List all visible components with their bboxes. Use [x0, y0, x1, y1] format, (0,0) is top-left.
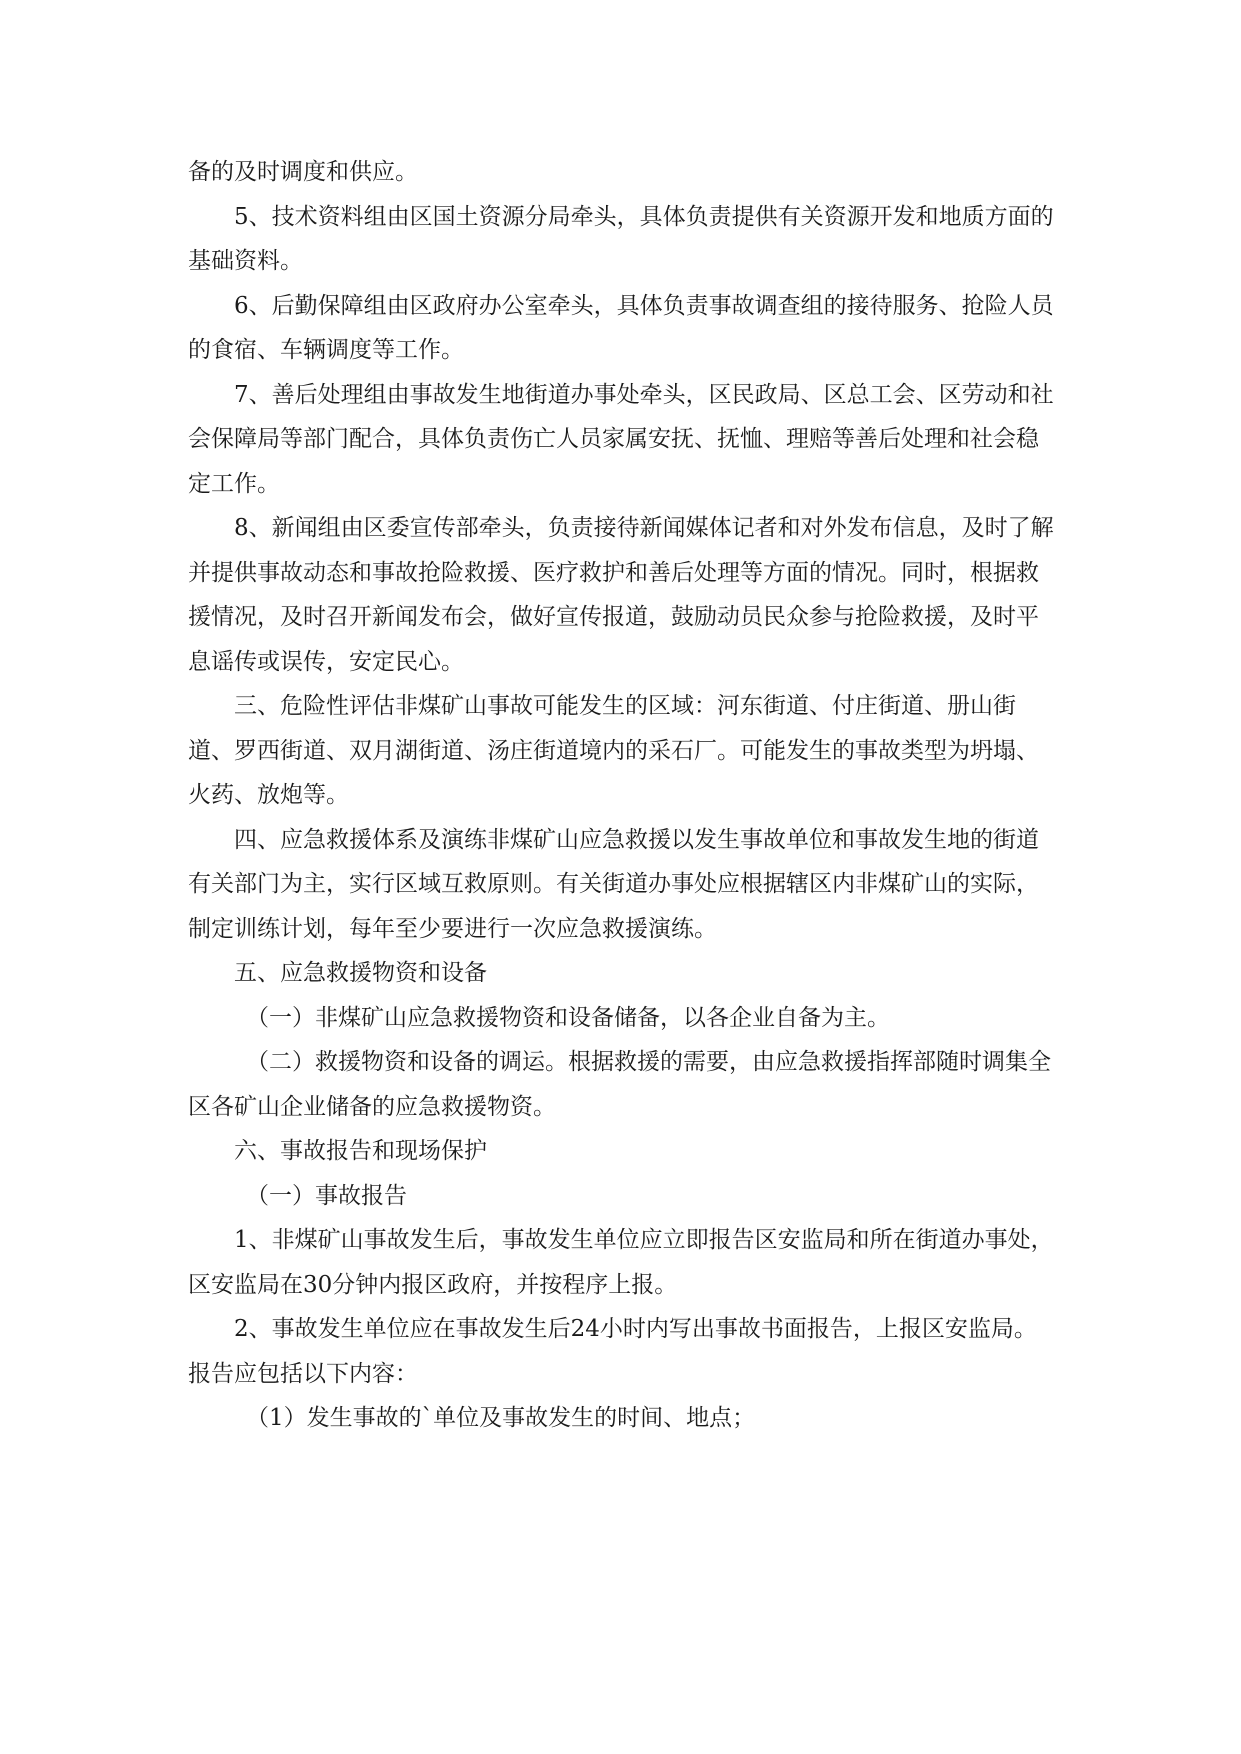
section-heading-paragraph: 三、危险性评估非煤矿山事故可能发生的区域：河东街道、付庄街道、册山街道、罗西街道、双月湖街道、汤庄街道境内的采石厂。可能发生的事故类型为坍塌、火药、放炮等。 [188, 693, 1039, 808]
paragraph: 8、新闻组由区委宣传部牵头，负责接待新闻媒体记者和对外发布信息，及时了解并提供事故动态和事故抢险救援、医疗救护和善后处理等方面的情况。同时，根据救援情况，及时召开新闻发布会，做好宣传报道，鼓励动员民众参与抢险救援，及时平息谣传或误传，安定民心。 [188, 515, 1054, 675]
section-heading-paragraph: 四、应急救援体系及演练非煤矿山应急救援以发生事故单位和事故发生地的街道有关部门为主，实行区域互救原则。有关街道办事处应根据辖区内非煤矿山的实际，制定训练计划，每年至少要进行一次应急救援演练。 [188, 826, 1039, 942]
paragraph: 7、善后处理组由事故发生地街道办事处牵头，区民政局、区总工会、区劳动和社会保障局等部门配合，具体负责伤亡人员家属安抚、抚恤、理赔等善后处理和社会稳定工作。 [188, 381, 1054, 497]
paragraph: 6、后勤保障组由区政府办公室牵头，具体负责事故调查组的接待服务、抢险人员的食宿、车辆调度等工作。 [188, 292, 1054, 363]
section-heading: 五、应急救援物资和设备 [234, 960, 487, 986]
paragraph: 1、非煤矿山事故发生后，事故发生单位应立即报告区安监局和所在街道办事处，区安监局在30分钟内报区政府，并按程序上报。 [188, 1227, 1054, 1298]
document-body [188, 150, 1058, 1441]
sub-item: （二）救援物资和设备的调运。根据救援的需要，由应急救援指挥部随时调集全区各矿山企业储备的应急救援物资。 [188, 1049, 1051, 1120]
sub-item: （一）非煤矿山应急救援物资和设备储备，以各企业自备为主。 [246, 1004, 890, 1031]
paragraph: 5、技术资料组由区国土资源分局牵头，具体负责提供有关资源开发和地质方面的基础资料。 [188, 203, 1054, 274]
paragraph: 备的及时调度和供应。 [188, 159, 418, 185]
sub-heading: （一）事故报告 [246, 1182, 407, 1209]
section-heading: 六、事故报告和现场保护 [234, 1138, 487, 1164]
paragraph: 2、事故发生单位应在事故发生后24小时内写出事故书面报告，上报区安监局。报告应包括以下内容： [188, 1316, 1037, 1387]
sub-item: （1）发生事故的`单位及事故发生的时间、地点； [246, 1405, 756, 1431]
